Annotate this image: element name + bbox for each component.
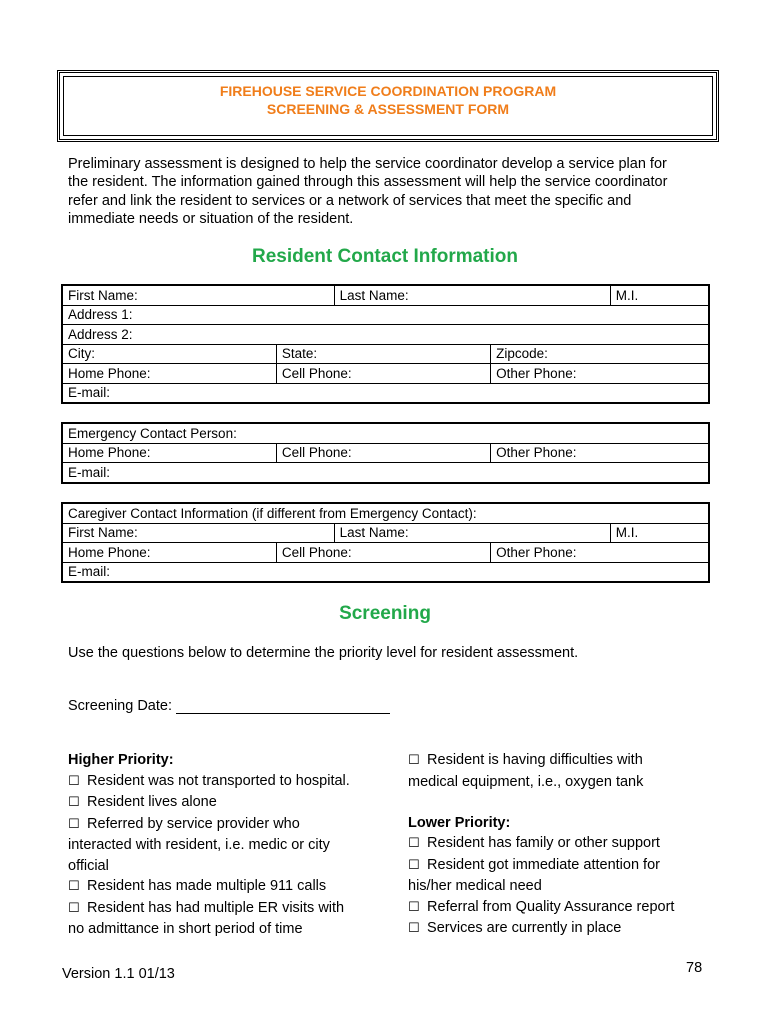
item-continuation: no admittance in short period of time (68, 921, 303, 937)
checkbox-icon[interactable]: ☐ (408, 899, 420, 915)
checkbox-item[interactable]: ☐ Services are currently in place (408, 918, 728, 940)
form-header-inner (63, 76, 713, 136)
emergency-contact-table (61, 422, 710, 484)
address2-field[interactable]: Address 2: (62, 325, 709, 345)
checkbox-item[interactable]: ☐ Resident has had multiple ER visits with (68, 898, 388, 920)
city-field[interactable]: City: (62, 344, 276, 364)
intro-line: immediate needs or situation of the resident. (68, 210, 354, 227)
checkbox-item[interactable]: ☐ Referred by service provider who (68, 814, 388, 836)
first-name-field[interactable]: First Name: (62, 285, 334, 305)
screening-date-label: Screening Date: (68, 698, 172, 714)
checkbox-item[interactable]: ☐ Resident is having difficulties with (408, 750, 728, 772)
resident-contact-title: Resident Contact Information (251, 246, 518, 267)
home-phone-field[interactable]: Home Phone: (62, 364, 276, 384)
emergency-other-phone-field[interactable]: Other Phone: (491, 443, 709, 463)
item-continuation: his/her medical need (408, 878, 542, 894)
caregiver-home-phone-field[interactable]: Home Phone: (62, 543, 276, 563)
checkbox-item[interactable]: ☐ Resident got immediate attention for (408, 855, 728, 877)
caregiver-email-field[interactable]: E-mail: (62, 562, 709, 582)
checkbox-icon[interactable]: ☐ (68, 879, 80, 894)
screening-instruction: Use the questions below to determine the priority level for resident assessment. (68, 645, 579, 661)
middle-initial-field[interactable]: M.I. (610, 285, 709, 305)
checkbox-item[interactable]: ☐ Resident has family or other support (408, 833, 728, 855)
lower-priority-heading: Lower Priority: (408, 814, 511, 831)
caregiver-mi-field[interactable]: M.I. (610, 523, 709, 543)
caregiver-contact-table (61, 502, 710, 583)
form-header-box (57, 70, 719, 142)
other-phone-field[interactable]: Other Phone: (491, 364, 709, 384)
caregiver-other-phone-field[interactable]: Other Phone: (491, 543, 709, 563)
checkbox-icon[interactable]: ☐ (68, 795, 80, 810)
item-continuation: official (68, 857, 109, 874)
address1-field[interactable]: Address 1: (62, 305, 709, 325)
emergency-cell-phone-field[interactable]: Cell Phone: (276, 443, 490, 463)
screening-date-input[interactable] (176, 699, 390, 714)
caregiver-cell-phone-field[interactable]: Cell Phone: (276, 543, 490, 563)
higher-priority-heading: Higher Priority: (68, 752, 174, 768)
zipcode-field[interactable]: Zipcode: (491, 344, 709, 364)
screening-title: Screening (339, 603, 431, 624)
checkbox-icon[interactable]: ☐ (68, 816, 80, 832)
checkbox-item[interactable]: ☐ Referral from Quality Assurance report (408, 897, 728, 919)
state-field[interactable]: State: (276, 344, 490, 364)
intro-paragraph (68, 155, 708, 228)
checkbox-icon[interactable]: ☐ (68, 773, 80, 789)
checkbox-icon[interactable]: ☐ (408, 836, 420, 851)
caregiver-heading: Caregiver Contact Information (if different from Emergency Contact): (62, 503, 709, 523)
caregiver-first-name-field[interactable]: First Name: (62, 523, 334, 543)
checkbox-item[interactable]: ☐ Resident has made multiple 911 calls (68, 876, 388, 898)
version-label: Version 1.1 01/13 (62, 966, 175, 982)
higher-priority-column (68, 750, 388, 940)
right-priority-column (408, 750, 728, 940)
caregiver-last-name-field[interactable]: Last Name: (334, 523, 610, 543)
page-number: 78 (686, 960, 703, 976)
email-field[interactable]: E-mail: (62, 383, 709, 403)
checkbox-icon[interactable]: ☐ (68, 900, 80, 916)
last-name-field[interactable]: Last Name: (334, 285, 610, 305)
emergency-email-field[interactable]: E-mail: (62, 463, 709, 483)
form-title: SCREENING & ASSESSMENT FORM (266, 101, 510, 117)
item-continuation: medical equipment, i.e., oxygen tank (408, 773, 644, 790)
checkbox-icon[interactable]: ☐ (408, 921, 420, 936)
checkbox-item[interactable]: ☐ Resident was not transported to hospital. (68, 771, 388, 793)
cell-phone-field[interactable]: Cell Phone: (276, 364, 490, 384)
checkbox-icon[interactable]: ☐ (408, 753, 420, 768)
intro-line: Preliminary assessment is designed to help the service coordinator develop a service plan for (68, 156, 667, 172)
intro-line: refer and link the resident to services or a network of services that meet the specific and (68, 192, 632, 209)
emergency-home-phone-field[interactable]: Home Phone: (62, 443, 276, 463)
screening-date-row (68, 698, 390, 714)
item-continuation: interacted with resident, i.e. medic or city (68, 837, 330, 853)
emergency-contact-person-field[interactable]: Emergency Contact Person: (62, 423, 709, 443)
checkbox-item[interactable]: ☐ Resident lives alone (68, 792, 388, 814)
program-title: FIREHOUSE SERVICE COORDINATION PROGRAM (219, 83, 557, 99)
resident-contact-table (61, 284, 710, 404)
checkbox-icon[interactable]: ☐ (408, 857, 420, 873)
intro-line: the resident. The information gained through this assessment will help the service coordinator (68, 174, 668, 191)
